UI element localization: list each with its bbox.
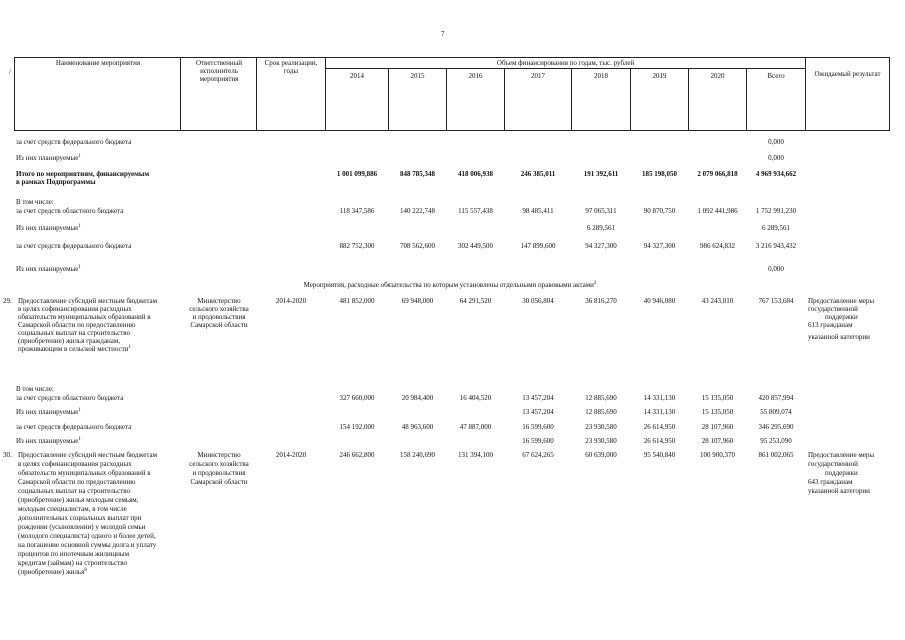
cell-value: 16 599,600 [522, 437, 554, 445]
page-number: 7 [441, 30, 445, 38]
item-result: 643 гражданам [808, 478, 853, 486]
row-label: за счет средств областного бюджета [16, 394, 124, 402]
cell-value: 15 135,050 [701, 394, 734, 402]
total-value: 185 198,050 [642, 170, 677, 178]
item-description: Предоставление субсидий местным бюджетам [18, 451, 158, 459]
item-description: обязательств муниципальных образований в [18, 313, 151, 321]
cell-value: 118 347,586 [339, 207, 375, 215]
cell-value: 23 930,580 [585, 437, 617, 445]
item-description: Самарской области по предоставлению [18, 321, 136, 329]
total-value: 191 392,611 [583, 170, 619, 178]
cell-value: 20 984,400 [401, 394, 434, 402]
cell-value: 95 540,840 [643, 451, 676, 459]
row-label: Из них планируемые$^1$ [16, 154, 81, 162]
cell-value: 861 002,065 [758, 451, 794, 459]
cell-value: 13 457,204 [522, 394, 554, 402]
item-executor: Министерство [197, 297, 241, 305]
cell-value: 26 614,950 [643, 437, 676, 445]
cell-value: 55 809,074 [760, 408, 792, 416]
cell-value: 60 639,000 [585, 451, 617, 459]
item-description: социальных выплат на строительство [18, 487, 131, 495]
cell-value: 882 752,300 [339, 242, 375, 250]
cell-value: 158 240,690 [400, 451, 435, 459]
item-executor: и продовольствия [192, 313, 246, 321]
col-divider [14, 57, 15, 131]
cell-value: 100 900,370 [700, 451, 735, 459]
cell-value: 36 816,270 [585, 297, 617, 305]
cell-value: 6 289,561 [762, 224, 790, 232]
cell-value: 708 562,600 [400, 242, 435, 250]
item-description: молодым специалистам, в том числе [18, 505, 127, 513]
cell-value: 43 243,010 [701, 297, 734, 305]
item-executor: Самарской области [190, 478, 248, 486]
total-label: Итого по мероприятиям, финансируемым [16, 170, 150, 178]
row-label: за счет средств федерального бюджета [16, 242, 132, 250]
cell-value: 97 065,311 [585, 207, 617, 215]
cell-value: 131 394,100 [458, 451, 493, 459]
header-year: 2019 [652, 72, 667, 80]
row-total: 0,000 [768, 154, 784, 162]
item-result: Предоставление меры [808, 451, 875, 459]
row-label: Из них планируемые$^1$ [16, 265, 81, 273]
item-description: (приобретение) жилья молодым семьям, [18, 496, 139, 504]
header-total: Всего [767, 72, 785, 80]
total-value: 1 001 099,886 [336, 170, 378, 178]
cell-value: 1 092 441,986 [697, 207, 738, 215]
item-executor: сельского хозяйства [189, 460, 249, 468]
cell-value: 327 660,000 [339, 394, 375, 402]
cell-value: 12 885,690 [585, 394, 617, 402]
cell-value: 47 887,000 [459, 423, 492, 431]
item-description: Самарской области по предоставлению [18, 478, 136, 486]
item-description: на погашение основной суммы долга и уплату [18, 541, 157, 549]
cell-value: 12 885,690 [585, 408, 617, 416]
header-year: 2014 [350, 72, 364, 80]
item-description: в целях софинансирования расходных [18, 460, 132, 468]
cell-value: 90 870,750 [643, 207, 676, 215]
cell-value: 1 752 991,230 [755, 207, 797, 215]
header-period: Срок реализации, годы [264, 59, 318, 75]
cell-value: 140 222,748 [400, 207, 435, 215]
item-result: поддержки [825, 469, 858, 477]
item-period: 2014-2020 [275, 297, 307, 305]
header-year: 2015 [410, 72, 425, 80]
cell-value: 147 899,600 [520, 242, 556, 250]
item-description: в целях софинансирования расходных [18, 305, 132, 313]
item-description: (приобретение) жилья гражданам, [18, 337, 121, 345]
cell-value: 16 599,600 [522, 423, 554, 431]
item-result: поддержки [825, 313, 858, 321]
item-description: процентов по ипотечным жилищным [18, 550, 129, 558]
item-executor: Самарской области [190, 321, 248, 329]
item-description: проживающим в сельской местности$^1$ [18, 345, 131, 353]
header-year: 2017 [531, 72, 545, 80]
item-executor: сельского хозяйства [189, 305, 249, 313]
financing-subheader-line [325, 68, 805, 69]
item-number: 29. [3, 297, 12, 305]
total-value: 4 969 934,662 [755, 170, 797, 178]
cell-value: 98 485,411 [522, 207, 554, 215]
row-label: Из них планируемые$^1$ [16, 437, 81, 445]
cell-value: 94 327,300 [643, 242, 676, 250]
cell-value: 767 153,684 [758, 297, 794, 305]
cell-value: 28 107,960 [701, 437, 734, 445]
item-result: указанной категории [808, 487, 870, 495]
row-label: В том числе: [16, 385, 54, 393]
item-description: (молодого специалиста) одного и более детей, [18, 532, 156, 540]
cell-value: 420 857,994 [758, 394, 794, 402]
cell-value: 23 930,580 [585, 423, 617, 431]
cell-value: 115 557,438 [458, 207, 493, 215]
header-bottom-border [14, 130, 890, 131]
col-divider [325, 57, 326, 131]
row-label: В том числе: [16, 198, 54, 206]
cell-value: 14 331,130 [643, 394, 676, 402]
item-executor: Министерство [197, 451, 241, 459]
header-name: Наименование мероприятия [55, 59, 141, 67]
item-result: указанной категории [808, 333, 870, 341]
cell-value: 16 404,520 [459, 394, 492, 402]
total-value: 418 006,938 [458, 170, 493, 178]
cell-value: 15 135,050 [701, 408, 734, 416]
item-description: социальных выплат на строительство [18, 329, 131, 337]
cell-value: 94 327,300 [585, 242, 617, 250]
item-period: 2014-2020 [275, 451, 307, 459]
cell-value: 67 624,265 [522, 451, 554, 459]
total-value: 2 079 066,818 [697, 170, 738, 178]
cell-value: 14 331,130 [643, 408, 676, 416]
cell-value: 986 624,832 [700, 242, 735, 250]
header-index: / [9, 68, 11, 76]
cell-value: 13 457,204 [522, 408, 554, 416]
cell-value: 6 289,561 [587, 224, 615, 232]
header-executor: Ответственный исполнитель мероприятия [195, 59, 243, 83]
row-label: за счет средств федерального бюджета [16, 423, 132, 431]
cell-value: 246 662,800 [339, 451, 375, 459]
row-total: 0,000 [768, 138, 784, 146]
total-label: в рамках Подпрограммы [16, 178, 96, 186]
cell-value: 0,000 [768, 265, 784, 273]
cell-value: 3 216 943,432 [755, 242, 797, 250]
header-financing: Объем финансирования по годам, тыс. рублей [496, 59, 635, 67]
item-result: государственной [808, 305, 858, 313]
total-value: 246 385,011 [520, 170, 556, 178]
header-result: Ожидаемый результат [814, 70, 881, 78]
row-label: Из них планируемые$^1$ [16, 224, 81, 232]
cell-value: 64 291,520 [459, 297, 492, 305]
cell-value: 154 192,000 [339, 423, 375, 431]
table-top-border [14, 57, 890, 58]
item-result: государственной [808, 460, 858, 468]
header-year: 2020 [710, 72, 725, 80]
cell-value: 26 614,950 [643, 423, 676, 431]
cell-value: 302 449,500 [458, 242, 493, 250]
cell-value: 69 948,000 [401, 297, 434, 305]
cell-value: 28 107,960 [701, 423, 734, 431]
cell-value: 95 253,090 [760, 437, 792, 445]
header-year: 2016 [468, 72, 483, 80]
item-number: 30. [3, 451, 12, 459]
cell-value: 40 946,080 [643, 297, 676, 305]
item-description: кредитам (займам) на строительство [18, 559, 127, 567]
item-description: обязательств муниципальных образований в [18, 469, 151, 477]
col-divider [180, 57, 181, 131]
row-label: Из них планируемые$^1$ [16, 408, 81, 416]
item-description: рождении (усыновлении) у молодой семьи [18, 523, 146, 531]
item-executor: и продовольствия [192, 469, 246, 477]
col-divider [889, 57, 890, 131]
cell-value: 481 852,000 [339, 297, 375, 305]
item-description: дополнительных социальных выплат при [18, 514, 142, 522]
col-divider [805, 57, 806, 131]
col-divider [256, 57, 257, 131]
item-description: Предоставление субсидий местным бюджетам [18, 297, 158, 305]
item-result: 613 гражданам [808, 321, 853, 329]
item-result: Предоставление меры [808, 297, 875, 305]
total-value: 848 785,348 [400, 170, 435, 178]
cell-value: 346 295,690 [758, 423, 794, 431]
header-year: 2018 [594, 72, 608, 80]
cell-value: 30 056,804 [522, 297, 554, 305]
section-title: Мероприятия, расходные обязательства по которым установлены отдельными правовыми актами$^2$ [303, 281, 597, 289]
cell-value: 48 963,600 [401, 423, 434, 431]
row-label: за счет средств федерального бюджета [16, 138, 132, 146]
item-description: (приобретение) жилья$^8$ [18, 568, 87, 576]
row-label: за счет средств областного бюджета [16, 207, 124, 215]
